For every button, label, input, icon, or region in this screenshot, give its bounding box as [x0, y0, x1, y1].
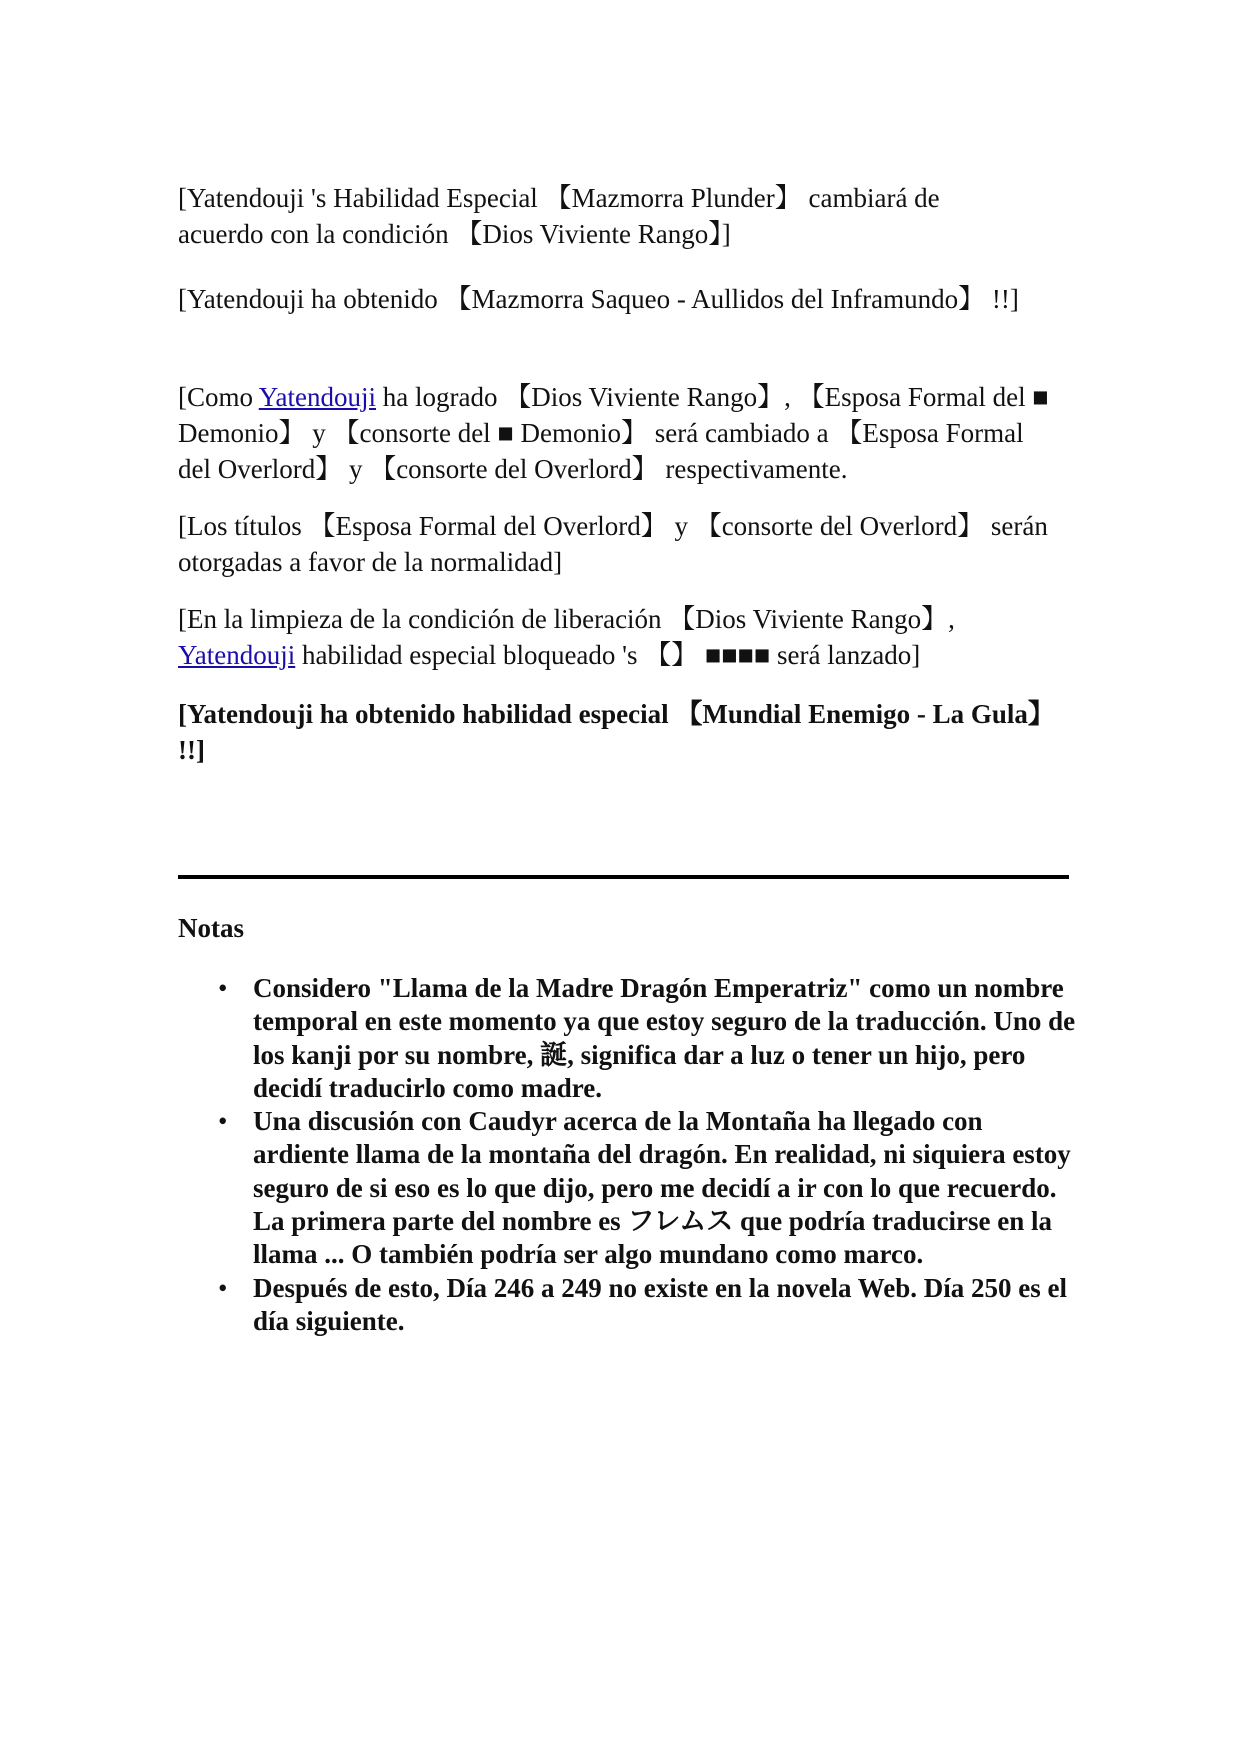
- list-item: [178, 1272, 1078, 1339]
- system-message-skill-obtained: [Yatendouji ha obtenido 【Mazmorra Saqueo - Aullidos del Inframundo】 !!]: [178, 284, 1019, 314]
- note-text: Después de esto, Día 246 a 249 no existe en la novela Web. Día 250 es el día siguiente.: [253, 1272, 1067, 1336]
- list-item: [178, 972, 1078, 1105]
- yatendouji-link[interactable]: Yatendouji: [258, 382, 377, 412]
- paragraph-text: ha logrado 【Dios Viviente Rango】, 【Esposa Formal del ■ Demonio】 y 【consorte del ■ Demonio】 será cambiado a 【Esposa Formal del Overlord】 y 【consorte del Overlord】 respectivamente.: [178, 382, 1049, 484]
- system-message-release: [178, 601, 1058, 673]
- bullet-icon: •: [218, 1106, 228, 1137]
- system-message-skill-gula: [Yatendouji ha obtenido habilidad especial 【Mundial Enemigo - La Gula】 !!]: [178, 699, 1055, 765]
- paragraph-text: habilidad especial bloqueado 's 【】 ■■■■ será lanzado]: [295, 640, 921, 670]
- bullet-icon: •: [218, 1272, 228, 1303]
- system-message-rank-achieved: [178, 379, 1058, 487]
- note-text: Considero "Llama de la Madre Dragón Emperatriz" como un nombre temporal en este momento ya que estoy seguro de la traducción. Uno de los kanji por su nombre, 誕, significa dar a luz o tener un hijo, pero decidí traducirlo como madre.: [253, 973, 1076, 1103]
- system-message-titles: [Los títulos 【Esposa Formal del Overlord】 y 【consorte del Overlord】 serán otorgadas a favor de la normalidad]: [178, 511, 1048, 577]
- note-text: Una discusión con Caudyr acerca de la Montaña ha llegado con ardiente llama de la montaña del dragón. En realidad, ni siquiera estoy seguro de si eso es lo que dijo, pero me decidí a ir con lo que recuerdo. La primera parte del nombre es フレムス que podría traducirse en la llama ... O también podría ser algo mundano como marco.: [253, 1106, 1071, 1270]
- paragraph-text: [Como: [178, 382, 259, 412]
- document-body: [178, 180, 1078, 768]
- bullet-icon: •: [218, 973, 228, 1003]
- notes-list: [178, 972, 1078, 1338]
- horizontal-divider: [178, 875, 1069, 879]
- list-item: [178, 1105, 1078, 1271]
- yatendouji-link[interactable]: Yatendouji: [178, 640, 296, 670]
- system-message-skill-change: [Yatendouji 's Habilidad Especial 【Mazmorra Plunder】 cambiará de acuerdo con la condición 【Dios Viviente Rango】]: [178, 183, 940, 249]
- paragraph-text: [En la limpieza de la condición de liberación 【Dios Viviente Rango】,: [178, 604, 955, 634]
- notes-heading: Notas: [178, 913, 244, 943]
